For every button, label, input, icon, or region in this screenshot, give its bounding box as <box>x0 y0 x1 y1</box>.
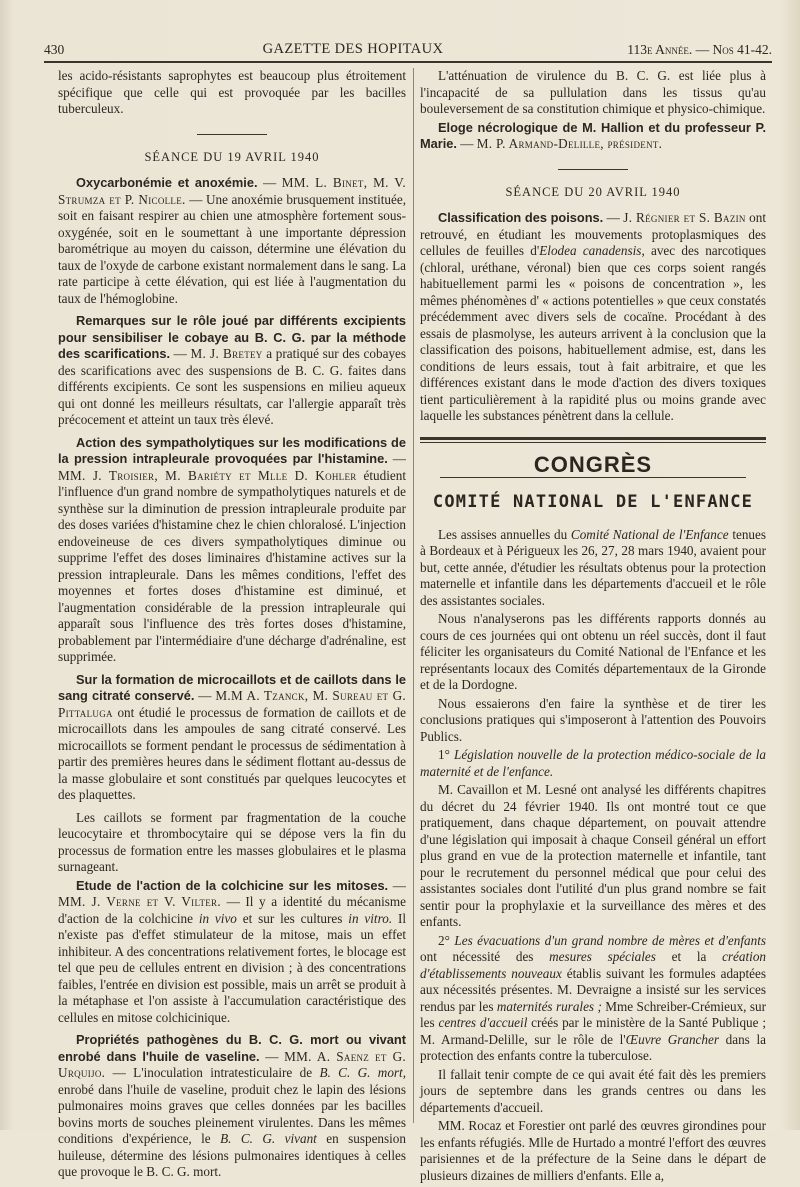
section-rule <box>197 134 267 135</box>
session-title: SÉANCE DU 20 AVRIL 1940 <box>505 184 681 199</box>
report-authors: MM. J. Troisier, M. Bariéty et Mlle D. Kohler <box>58 467 357 483</box>
report-authors: MM. A. Saenz et G. Urquijo. <box>58 1048 407 1080</box>
report-authors: MM. L. Binet, M. V. Strumza et P. Nicolle. <box>58 175 406 207</box>
congres-paragraph-2: Nous n'analyserons pas les différents rapports donnés au cours de ces journées qui ont obtenu un réel succès, dont il faut féliciter les organisateurs du Comité National de l'Enfance et les représentants locaux des Comités départementaux de la Gironde et de la Dordogne. <box>420 611 766 692</box>
text: et la <box>671 949 707 964</box>
report-oxycarbonemie: Oxycarbonémie et anoxémie. — MM. L. Binet, M. V. Strumza et P. Nicolle. — Une anoxémie brusquement instituée, soit en faisant respirer au chien une atmosphère fortement sous-oxygénée, soit en le soumettant à une importante dépression barométrique au moyen du caisson, détermine une élévation du taux de l'oxyde de carbone existant normalement dans le sang. La rate participe à cette élévation, qui est liée à l'augmentation du taux de l'hémoglobine. <box>58 175 406 306</box>
report-title: Sur la formation de microcaillots et de caillots dans le sang citraté conservé. <box>58 671 406 703</box>
attenuation-paragraph: L'atténuation de virulence du B. C. G. est liée plus à l'incapacité de sa pullulation dans les tissus qu'au bouleversement de sa constitution chimique et physico-chimique. <box>420 68 766 116</box>
text-italic: centres d'accueil <box>438 1015 528 1030</box>
congres-paragraph-1 <box>420 527 766 610</box>
congres-paragraph-6 <box>420 933 766 1065</box>
text-italic: Législation nouvelle de la protection médico-sociale de la maternité et de l'enfance. <box>420 747 766 779</box>
congres-paragraph-8: MM. Rocaz et Forestier ont parlé des œuvres girondines pour les enfants réfugiés. Mlle de Hurtado a montré l'effort des œuvres parisiennes et de la préfecture de la Seine dans le départ de plusieurs dizaines de milliers d'enfants. Elle a, <box>420 1118 766 1183</box>
report-body: ont retrouvé, en étudiant les mouvements protoplasmiques des cellules de feuilles d' <box>420 210 767 258</box>
report-body-italic: in vivo <box>198 910 237 926</box>
journal-title: GAZETTE DES HOPITAUX <box>262 41 444 57</box>
text-italic: Les évacuations d'un grand nombre de mères et d'enfants <box>454 932 766 948</box>
eloge-title: Eloge nécrologique de M. Hallion et du professeur P. Marie. <box>420 119 766 151</box>
text: ont nécessité des <box>420 949 534 964</box>
text: Les assises annuelles du <box>438 526 568 542</box>
report-excipients-bcg: Remarques sur le rôle joué par différents excipients pour sensibiliser le cobaye au B. C. G. par la méthode des scarifications. — M. J. Bretey a pratiqué sur des cobayes des scarifications avec des suspensions de B. C. G. faites dans différents excipients. Ce sont les suspensions en milieu aqueux qui ont donné les meilleurs résultats, car l'allergie apparaît très précocement et atteint un taux très élevé. <box>58 313 407 427</box>
report-title: Classification des poisons. <box>438 210 604 225</box>
report-body: étudient l'influence d'un grand nombre de sympatholytiques naturels et de synthèse sur la diminution de pression intrapleurale produite par des doses variées d'histamine chez le chien chloralosé. L'injection endoveineuse de ces divers sympatholytiques diminue ou supprime l'effet des doses liminaires d'histamine actives sur la pression intrapleurale. Dans les mêmes conditions, l'effet des moyennes et fortes doses d'histamine est diminué, et l'augmentation considérable de la pression intrapleurale qui apparaît sous l'influence des très fortes doses d'histamine, probablement par l'intermédiaire d'une décharge d'adrénaline, est supprimée. <box>58 467 406 664</box>
thick-rule <box>420 437 766 440</box>
left-column <box>58 68 406 1187</box>
text: 1° <box>438 747 450 762</box>
report-title: Etude de l'action de la colchicine sur les mitoses. <box>76 877 389 893</box>
report-microcaillots: Sur la formation de microcaillots et de caillots dans le sang citraté conservé. — M.M A. Tzanck, M. Sureau et G. Pittaluga ont étudié le processus de formation de caillots et de microcaillots dans les ampoules de sang citraté conservé. Les microcaillots se forment pendant le processus de sédimentation à partir des premières heures dans le sédiment flottant au-dessus de la masse globulaire et sont constitués par quelques leucocytes et des plaquettes. <box>58 671 406 802</box>
session-heading-19-april <box>58 134 406 166</box>
report-body-italic: B. C. G. mort, <box>319 1065 407 1080</box>
intro-paragraph: les acido-résistants saprophytes est beaucoup plus étroitement spécifique que celle qui est provoquée par les bacilles tuberculeux. <box>58 68 406 116</box>
report-classification-poisons: Classification des poisons. — J. Régnier et S. Bazin ont retrouvé, en étudiant les mouvements protoplasmiques des cellules de feuilles d'Elodea canadensis, avec des narcotiques (chloral, uréthane, véronal) bien que ces corps soient rangés habituellement parmi les « poisons de concentration », les mêmes phénomènes d' « actions potentielles » que ceux constatés précédemment avec divers sels de cocaïne. Procédant à des essais de plasmolyse, les auteurs arrivent à la conclusion que la classification des poisons, habituellement admise, est, dans les conditions de leurs essais, tout à fait arbitraire, et que les différences existant dans le mode d'action des divers toxiques tient particulièrement à la rapidité plus ou moins grande avec laquelle les substances pénètrent dans la cellule. <box>420 210 767 423</box>
text-italic: Comité National de l'Enfance <box>570 526 729 542</box>
report-body: et sur les cultures <box>242 910 343 926</box>
report-body: , avec des narcotiques (chloral, uréthane, véronal) bien que ces corps soient rangés habituellement parmi les « poisons de concentration », les mêmes phénomènes d' « actions potentielles » que ceux constatés précédemment avec divers sels de cocaïne. Procédant à des essais de plasmolyse, les auteurs arrivent à la conclusion que la classification des poisons, habituellement admise, est, dans les conditions de leurs essais, tout à fait arbitraire, et que les différences existant dans le mode d'action des divers toxiques tient particulièrement à la rapidité plus ou moins grande avec laquelle les substances pénètrent dans la cellule. <box>420 243 766 423</box>
issue-info: 113e Année. — Nos 41-42. <box>627 42 772 57</box>
report-body-italic: in vitro. <box>348 910 393 926</box>
report-title: Oxycarbonémie et anoxémie. <box>76 175 258 190</box>
report-body: en suspension huileuse, détermine des lésions pulmonaires identiques à celles que provoque le B. C. G. mort. <box>58 1131 406 1179</box>
thin-rule <box>420 442 766 443</box>
session-heading-20-april <box>420 169 766 201</box>
report-authors: M. J. Bretey <box>190 346 263 361</box>
report-bcg-vaseline: Propriétés pathogènes du B. C. G. mort ou vivant enrobé dans l'huile de vaseline. — MM. A. Saenz et G. Urquijo. — L'inoculation intratesticulaire de B. C. G. mort, enrobé dans l'huile de vaseline, produit chez le lapin des lésions pulmonaires moins graves que celles données par les bacilles bovins morts de souches pleinement virulentes. Dans les mêmes conditions d'expérience, le B. C. G. vivant en suspension huileuse, détermine des lésions pulmonaires identiques à celles que provoque le B. C. G. mort. <box>58 1032 407 1179</box>
page-number: 430 <box>44 42 65 57</box>
report-body: Il y a identité du mécanisme d'action de la colchicine <box>58 894 406 926</box>
report-body: a pratiqué sur des cobayes des scarifications avec des suspensions de B. C. G. faites dans différents excipients. Ce sont les suspensions en milieu aqueux qui ont donné les meilleurs résultats, car l'allergie apparaît très précocement et atteint un taux très élevé. <box>58 346 407 427</box>
text: 2° <box>438 932 450 948</box>
text-italic: Œuvre Grancher <box>625 1031 719 1047</box>
text: dans la protection des enfants contre la tuberculose. <box>420 1031 766 1063</box>
congres-paragraph-7: Il fallait tenir compte de ce qui avait été fait dès les premiers jours de septembre dans les grands centres ou dans les départements d'accueil. <box>420 1066 766 1115</box>
text: Mme Schreiber-Crémieux, sur les <box>420 998 766 1030</box>
section-rule <box>558 169 628 170</box>
report-body: enrobé dans l'huile de vaseline, produit chez le lapin des lésions pulmonaires moins graves que celles données par les bacilles bovins morts de souches pleinement virulentes. Dans les mêmes conditions d'expérience, le <box>58 1081 406 1146</box>
text-italic: création d'établissements nouveaux <box>420 949 767 981</box>
report-colchicine: Etude de l'action de la colchicine sur les mitoses. — MM. J. Verne et V. Vilter. — Il y a identité du mécanisme d'action de la colchicine in vivo et sur les cultures in vitro. Il n'existe pas d'effet stimulateur de la mitose, mais un effet inhibiteur. A des concentrations relativement fortes, le blocage est tel que peu de cellules entrent en division ; à des concentrations faibles, l'entrée en division est possible, mais un arrêt se produit à la métaphase et l'on assiste à l'accumulation caractéristique des cellules en mitose colchicinique. <box>58 877 407 1025</box>
congres-paragraph-4 <box>420 747 766 780</box>
report-body: Une anoxémie brusquement instituée, soit en faisant respirer au chien une atmosphère fortement sous-oxygénée, soit en le soumettant à une importante dépression barométrique au moyen du caisson, détermine une élévation du taux de l'oxyde de carbone existant normalement dans le sang. La rate participe à cette élévation, qui est liée à l'augmentation du taux de l'hémoglobine. <box>58 191 406 306</box>
report-title: Propriétés pathogènes du B. C. G. mort ou vivant enrobé dans l'huile de vaseline. <box>58 1032 406 1064</box>
report-authors: J. Régnier et S. Bazin <box>623 210 746 225</box>
report-sympatholytiques: Action des sympatholytiques sur les modifications de la pression intrapleurale provoquées par l'histamine. — MM. J. Troisier, M. Bariéty et Mlle D. Kohler étudient l'influence d'un grand nombre de sympatholytiques naturels et de synthèse sur la diminution de pression intrapleurale produite par des doses variées d'histamine chez le chien chloralosé. L'injection endoveineuse de ces divers sympatholytiques diminue ou supprime l'effet des doses liminaires d'histamine actives sur la pression intrapleurale. Dans les mêmes conditions, l'effet des moyennes et fortes doses d'histamine est diminué, et l'augmentation considérable de la pression intrapleurale qui apparaît sous l'influence des très fortes doses d'histamine, probablement par l'intermédiaire d'une décharge d'adrénaline, est supprimée. <box>58 434 406 664</box>
eloge-necrologique: Eloge nécrologique de M. Hallion et du professeur P. Marie. — M. P. Armand-Delille, président. <box>420 119 766 151</box>
running-header <box>44 34 772 63</box>
report-title: Remarques sur le rôle joué par différents excipients pour sensibiliser le cobaye au B. C. G. par la méthode des scarifications. <box>58 313 406 361</box>
congres-rule <box>440 477 746 478</box>
session-title: SÉANCE DU 19 AVRIL 1940 <box>144 149 320 164</box>
text-italic: mesures spéciales <box>549 949 656 964</box>
text: tenues à Bordeaux et à Périgueux les 26, 27, 28 mars 1940, avaient pour but, cette année, d'étudier les résultats obtenus pour la protection maternelle et infantile dans les départements d'accueil et le rôle des assistantes sociales. <box>420 526 767 608</box>
column-divider <box>413 68 414 1123</box>
text: établis suivant les formules adaptées aux nécessités présentes. M. Devraigne a insisté sur les services rendus par les <box>420 965 766 1014</box>
report-microcaillots-continued: Les caillots se forment par fragmentation de la couche leucocytaire et thrombocytaire qui se dépose vers la fin du processus de formation entre les masses globulaires et le plasma surnageant. <box>58 809 406 874</box>
eloge-author: M. P. Armand-Delille, président. <box>476 136 663 151</box>
report-authors: M.M A. Tzanck, M. Sureau et G. Pittaluga <box>58 688 406 720</box>
right-column <box>420 68 766 1186</box>
congres-paragraph-5: M. Cavaillon et M. Lesné ont analysé les différents chapitres du décret du 24 février 1940. Ils ont montré tout ce que pratiquement, dans chaque département, on pouvait attendre d'une législation qui imposait à chaque Conseil général un effort plus grand en vue de la protection maternelle et infantile, tant pour le recrutement du personnel médical que pour celui des assistantes sociales dont l'utilité d'un plus grand nombre se fait sentir pour la prophylaxie et la surveillance des mères et des enfants. <box>420 782 766 929</box>
report-body: ont étudié le processus de formation de caillots et de microcaillots dans les ampoules de sang citraté conservé. Les microcaillots se forment pendant le processus de sédimentation à partir des premières heures dans le sédiment flottant au-dessus de la masse globulaire et sont constitués par quelques leucocytes et des plaquettes. <box>58 704 406 802</box>
text-italic: maternités rurales ; <box>496 998 602 1014</box>
report-body: L'inoculation intratesticulaire de <box>133 1065 313 1080</box>
congres-paragraph-3: Nous essaierons d'en faire la synthèse et de tirer les conclusions pratiques qui s'imposeront à l'attention des Pouvoirs Publics. <box>420 695 766 744</box>
text: créés par le ministère de la Santé Publique ; M. Armand-Delille, sur le rôle de l' <box>420 1015 766 1047</box>
report-authors: MM. J. Verne et V. Vilter. <box>58 894 221 909</box>
report-body: Il n'existe pas d'effet stimulateur de la mitose, mais un effet inhibiteur. A des concentrations relativement fortes, le blocage est tel que peu de cellules entrent en division ; à des concentrations faibles, l'entrée en division est possible, mais un arrêt se produit à la métaphase et l'on assiste à l'accumulation caractéristique des cellules en mitose colchicinique. <box>58 910 407 1025</box>
report-title: Action des sympatholytiques sur les modifications de la pression intrapleurale provoquées par l'histamine. <box>58 434 406 466</box>
congres-heading: CONGRÈS <box>533 451 653 477</box>
report-body-italic: B. C. G. vivant <box>220 1131 317 1146</box>
comite-heading: COMITÉ NATIONAL DE L'ENFANCE <box>432 492 754 512</box>
report-body-italic: Elodea canadensis <box>539 243 642 258</box>
